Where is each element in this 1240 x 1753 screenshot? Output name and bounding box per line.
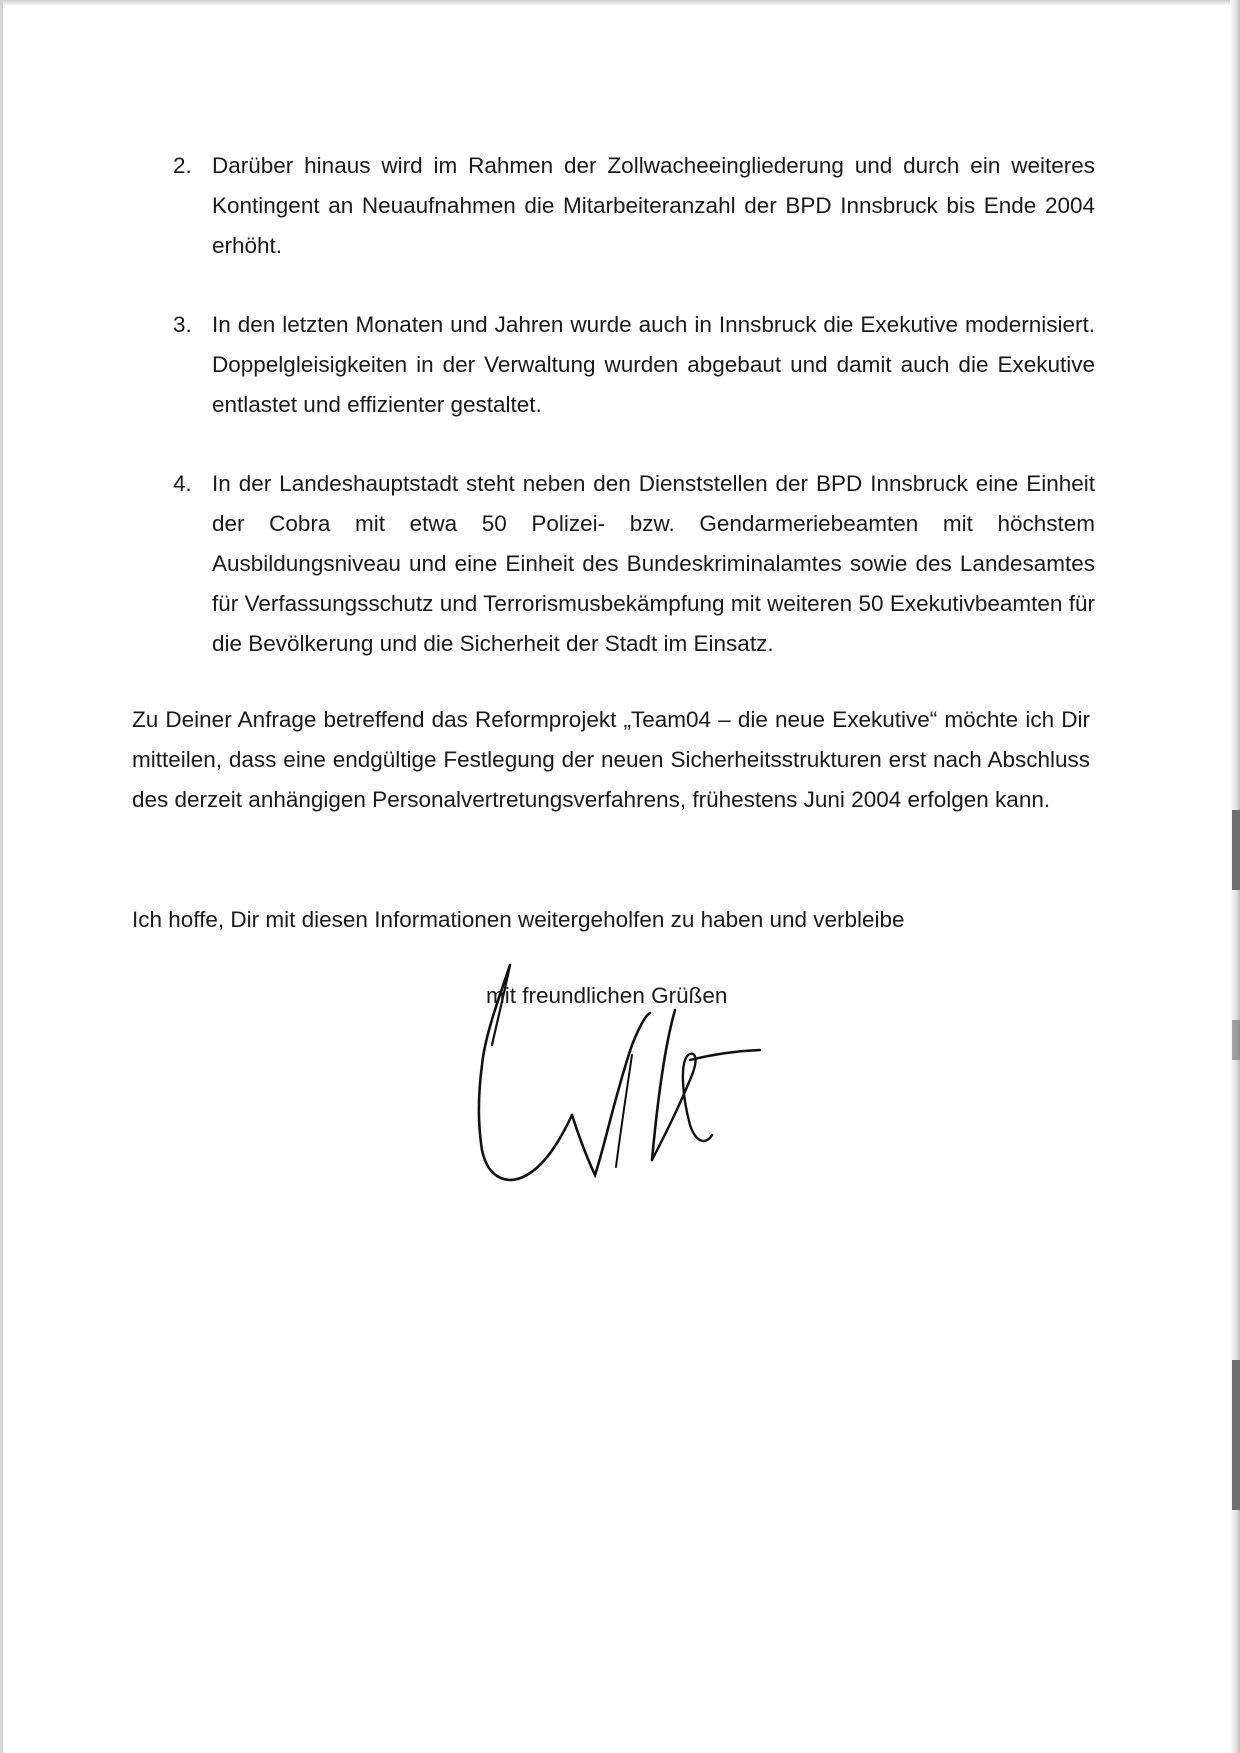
list-item: [170, 146, 1095, 266]
list-item-text: Darüber hinaus wird im Rahmen der Zollwacheeingliederung und durch ein weiteres Kontingent an Neuaufnahmen die Mitarbeiteranzahl der BPD Innsbruck bis Ende 2004 erhöht.: [212, 153, 1095, 258]
scan-edge-top: [0, 0, 1240, 6]
list-item-text: In den letzten Monaten und Jahren wurde auch in Innsbruck die Exekutive modernisiert. Doppelgleisigkeiten in der Verwaltung wurden abgebaut und damit auch die Exekutive entlastet und effizienter gestaltet.: [212, 312, 1095, 417]
scan-edge-left: [0, 0, 3, 1753]
scan-mark: [1232, 1020, 1240, 1060]
closing-salutation: mit freundlichen Grüßen: [486, 983, 728, 1008]
list-item-number: 3.: [173, 312, 192, 337]
scan-mark: [1232, 1360, 1240, 1510]
list-item: [170, 305, 1095, 425]
list-item-number: 2.: [173, 153, 192, 178]
list-item-number: 4.: [173, 471, 192, 496]
scan-mark: [1232, 810, 1240, 890]
list-item: [170, 464, 1095, 664]
handwritten-signature-icon: [460, 955, 780, 1205]
request-paragraph: Zu Deiner Anfrage betreffend das Reformprojekt „Team04 – die neue Exekutive“ möchte ich Dir mitteilen, dass eine endgültige Festlegung der neuen Sicherheitsstrukturen erst nach Abschluss des derzeit anhängigen Personalvertretungsverfahrens, frühestens Juni 2004 erfolgen kann.: [132, 707, 1090, 812]
hope-paragraph: Ich hoffe, Dir mit diesen Informationen weitergeholfen zu haben und verbleibe: [132, 907, 905, 932]
list-item-text: In der Landeshauptstadt steht neben den Dienststellen der BPD Innsbruck eine Einheit der Cobra mit etwa 50 Polizei- bzw. Gendarmeriebeamten mit höchstem Ausbildungsniveau und eine Einheit des Bundeskriminalamtes sowie des Landesamtes für Verfassungsschutz und Terrorismusbekämpfung mit weiteren 50 Exekutivbeamten für die Bevölkerung und die Sicherheit der Stadt im Einsatz.: [212, 471, 1095, 656]
numbered-list: [170, 146, 1095, 703]
